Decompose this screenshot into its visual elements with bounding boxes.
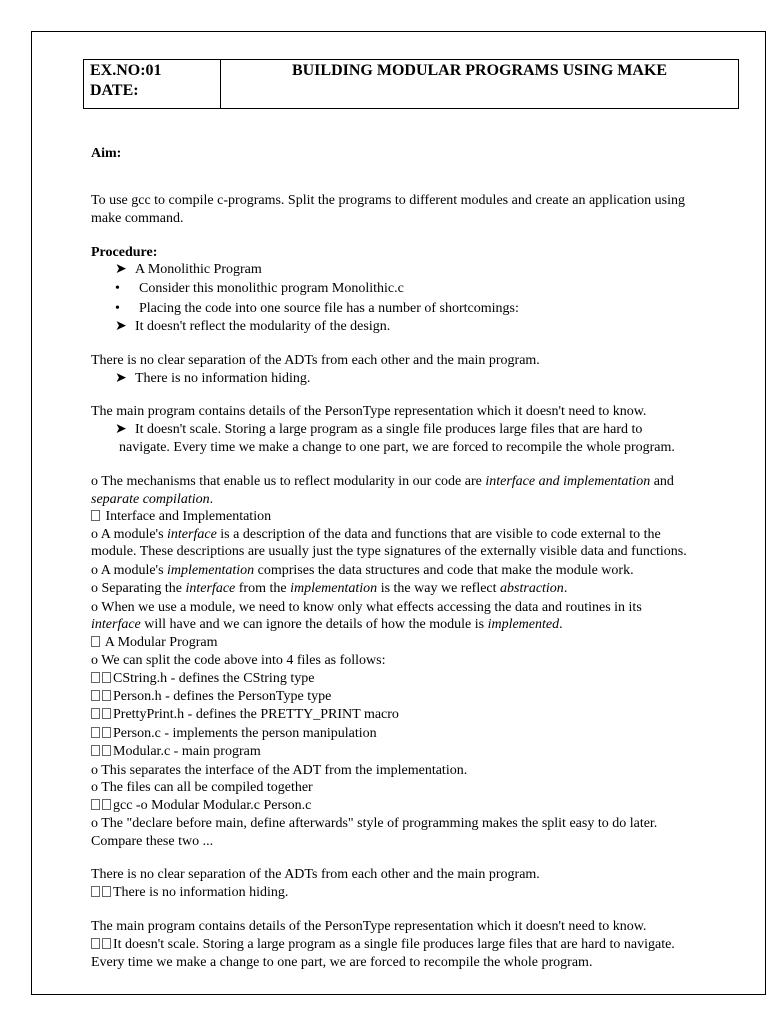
missing-glyph-icon: [91, 708, 100, 719]
exercise-title: BUILDING MODULAR PROGRAMS USING MAKE: [291, 62, 668, 79]
file-list-item: CString.h - defines the CString type: [91, 670, 314, 688]
missing-glyph-icon: [91, 799, 100, 810]
missing-glyph-icon: [102, 938, 111, 949]
procedure-item: ➤ A Monolithic Program: [115, 262, 262, 277]
paragraph: o We can split the code above into 4 files as follows:: [91, 653, 386, 668]
list-item: There is no information hiding.: [91, 884, 288, 902]
procedure-heading: Procedure:: [91, 245, 158, 260]
paragraph: o A module's implementation comprises the data structures and code that make the module work.: [91, 563, 634, 578]
missing-glyph-icon: [102, 708, 111, 719]
dot-bullet-icon: •: [115, 281, 120, 296]
paragraph-continued: separate compilation.: [91, 492, 214, 507]
exercise-date: DATE:: [90, 82, 139, 99]
paragraph: There is no clear separation of the ADTs from each other and the main program.: [91, 353, 540, 368]
paragraph: The main program contains details of the PersonType representation which it doesn't need to know.: [91, 404, 647, 419]
file-list-item: Person.h - defines the PersonType type: [91, 688, 331, 706]
list-item: ➤ There is no information hiding.: [115, 371, 311, 386]
list-item-continued: navigate. Every time we make a change to one part, we are forced to recompile the whole program.: [119, 440, 675, 455]
missing-glyph-icon: [102, 672, 111, 683]
file-list-item: PrettyPrint.h - defines the PRETTY_PRINT macro: [91, 706, 399, 724]
arrow-bullet-icon: ➤: [115, 371, 127, 386]
section-item: A Modular Program: [91, 634, 218, 652]
arrow-bullet-icon: ➤: [115, 319, 127, 334]
exercise-header-table: [83, 59, 739, 109]
missing-glyph-icon: [102, 799, 111, 810]
missing-glyph-icon: [102, 745, 111, 756]
missing-glyph-icon: [102, 727, 111, 738]
missing-glyph-icon: [102, 690, 111, 701]
paragraph: o A module's interface is a description of the data and functions that are visible to code external to the: [91, 527, 661, 542]
aim-text-line-1: To use gcc to compile c-programs. Split the programs to different modules and create an application using: [91, 193, 685, 208]
paragraph-continued: Compare these two ...: [91, 834, 214, 849]
missing-glyph-icon: [91, 745, 100, 756]
procedure-item: • Consider this monolithic program Monolithic.c: [115, 281, 404, 296]
missing-glyph-icon: [91, 886, 100, 897]
paragraph-continued: module. These descriptions are usually just the type signatures of the externally visible data and functions.: [91, 544, 687, 559]
missing-glyph-icon: [102, 886, 111, 897]
list-item: ➤ It doesn't scale. Storing a large program as a single file produces large files that are hard to: [115, 422, 643, 437]
paragraph-continued: interface will have and we can ignore the details of how the module is implemented.: [91, 617, 563, 632]
section-item: Interface and Implementation: [91, 508, 271, 526]
paragraph: o When we use a module, we need to know only what effects accessing the data and routines in its: [91, 600, 642, 615]
exercise-info-cell: [84, 60, 221, 108]
paragraph: o The mechanisms that enable us to reflect modularity in our code are interface and implementation and: [91, 474, 674, 489]
procedure-item: ➤ It doesn't reflect the modularity of the design.: [115, 319, 391, 334]
paragraph: o Separating the interface from the implementation is the way we reflect abstraction.: [91, 581, 568, 596]
paragraph: o The "declare before main, define afterwards" style of programming makes the split easy to do later.: [91, 816, 658, 831]
command-line: gcc -o Modular Modular.c Person.c: [91, 797, 311, 815]
exercise-number: EX.NO:01: [90, 62, 162, 79]
file-list-item: Modular.c - main program: [91, 743, 261, 761]
paragraph: The main program contains details of the PersonType representation which it doesn't need to know.: [91, 919, 647, 934]
missing-glyph-icon: [91, 727, 100, 738]
paragraph: o This separates the interface of the ADT from the implementation.: [91, 763, 468, 778]
missing-glyph-icon: [91, 690, 100, 701]
dot-bullet-icon: •: [115, 301, 120, 316]
missing-glyph-icon: [91, 938, 100, 949]
arrow-bullet-icon: ➤: [115, 422, 127, 437]
missing-glyph-icon: [91, 510, 100, 521]
arrow-bullet-icon: ➤: [115, 262, 127, 277]
paragraph: o The files can all be compiled together: [91, 780, 313, 795]
missing-glyph-icon: [91, 672, 100, 683]
aim-heading: Aim:: [91, 146, 122, 161]
procedure-item: • Placing the code into one source file has a number of shortcomings:: [115, 301, 519, 316]
list-item: It doesn't scale. Storing a large program as a single file produces large files that are hard to navigate.: [91, 936, 675, 954]
missing-glyph-icon: [91, 636, 100, 647]
paragraph: There is no clear separation of the ADTs from each other and the main program.: [91, 867, 540, 882]
file-list-item: Person.c - implements the person manipulation: [91, 725, 377, 743]
aim-text-line-2: make command.: [91, 211, 184, 226]
paragraph-continued: Every time we make a change to one part, we are forced to recompile the whole program.: [91, 955, 593, 970]
